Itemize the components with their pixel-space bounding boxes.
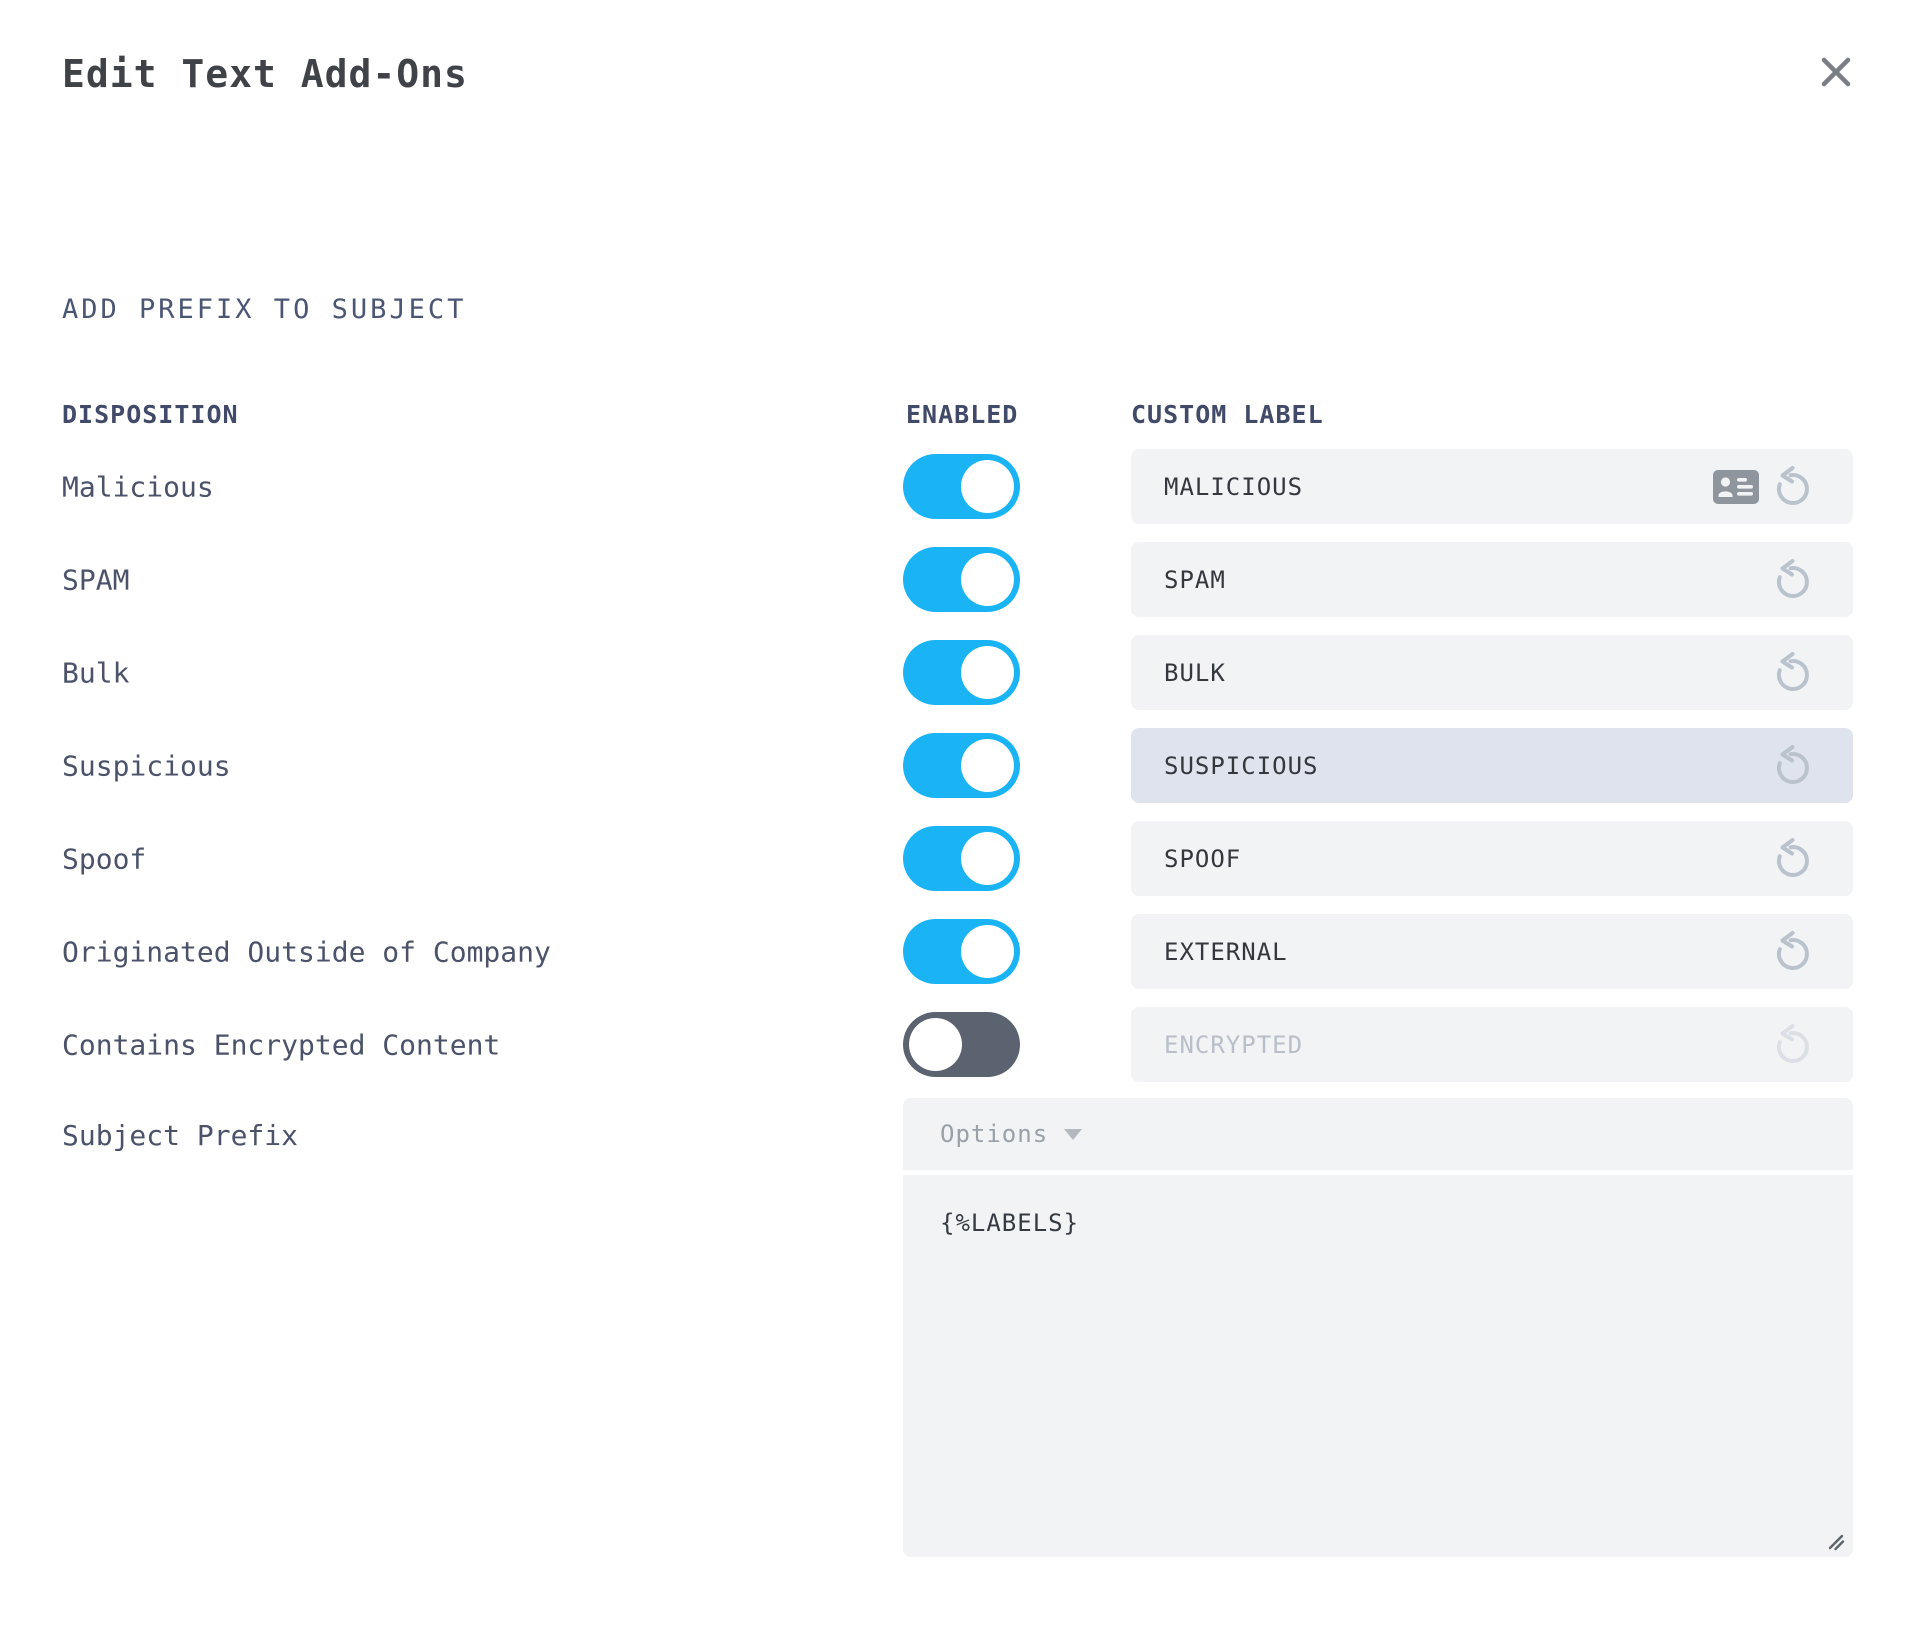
contact-card-icon — [1713, 469, 1759, 505]
table-row — [0, 533, 1908, 626]
field-icons — [1771, 837, 1815, 881]
reset-icon — [1771, 1023, 1815, 1067]
custom-label-input[interactable] — [1164, 659, 1771, 687]
toggle-knob — [961, 925, 1014, 978]
disposition-label: SPAM — [62, 563, 130, 596]
reset-icon — [1771, 558, 1815, 602]
table-row — [0, 905, 1908, 998]
column-header-disposition: DISPOSITION — [62, 400, 239, 429]
enabled-toggle[interactable] — [903, 733, 1020, 798]
disposition-label: Malicious — [62, 470, 214, 503]
reset-icon — [1771, 930, 1815, 974]
custom-label-field — [1131, 635, 1853, 710]
reset-button[interactable] — [1771, 558, 1815, 602]
custom-label-input[interactable] — [1164, 473, 1713, 501]
options-dropdown[interactable] — [903, 1098, 1853, 1170]
field-icons — [1771, 744, 1815, 788]
table-row — [0, 626, 1908, 719]
close-button[interactable] — [1812, 48, 1860, 96]
custom-label-input[interactable] — [1164, 1031, 1771, 1059]
custom-label-input[interactable] — [1164, 845, 1771, 873]
custom-label-field — [1131, 449, 1853, 524]
toggle-knob — [961, 553, 1014, 606]
custom-label-field — [1131, 1007, 1853, 1082]
custom-label-input[interactable] — [1164, 566, 1771, 594]
table-row — [0, 812, 1908, 905]
field-icons — [1771, 930, 1815, 974]
field-icons — [1713, 465, 1815, 509]
disposition-label: Contains Encrypted Content — [62, 1028, 501, 1061]
enabled-toggle[interactable] — [903, 547, 1020, 612]
toggle-knob — [909, 1018, 962, 1071]
add-ons-table — [0, 440, 1908, 1091]
field-icons — [1771, 1023, 1815, 1067]
reset-icon — [1771, 744, 1815, 788]
enabled-toggle[interactable] — [903, 826, 1020, 891]
chevron-down-icon — [1064, 1129, 1082, 1140]
reset-button[interactable] — [1771, 651, 1815, 695]
subject-prefix-textarea[interactable] — [903, 1175, 1853, 1557]
options-dropdown-label: Options — [940, 1120, 1049, 1148]
column-header-enabled: ENABLED — [906, 400, 1019, 429]
enabled-toggle[interactable] — [903, 1012, 1020, 1077]
enabled-toggle[interactable] — [903, 919, 1020, 984]
reset-button[interactable] — [1771, 930, 1815, 974]
reset-icon — [1771, 651, 1815, 695]
disposition-label: Bulk — [62, 656, 130, 689]
reset-button[interactable] — [1771, 1023, 1815, 1067]
toggle-knob — [961, 832, 1014, 885]
dialog-title: Edit Text Add-Ons — [62, 52, 468, 96]
reset-icon — [1771, 465, 1815, 509]
field-icons — [1771, 651, 1815, 695]
custom-label-input[interactable] — [1164, 938, 1771, 966]
toggle-knob — [961, 646, 1014, 699]
enabled-toggle[interactable] — [903, 640, 1020, 705]
toggle-knob — [961, 739, 1014, 792]
disposition-label: Suspicious — [62, 749, 231, 782]
reset-button[interactable] — [1771, 465, 1815, 509]
custom-label-field — [1131, 728, 1853, 803]
reset-button[interactable] — [1771, 744, 1815, 788]
toggle-knob — [961, 460, 1014, 513]
custom-label-input[interactable] — [1164, 752, 1771, 780]
enabled-toggle[interactable] — [903, 454, 1020, 519]
custom-label-field — [1131, 914, 1853, 989]
close-icon — [1820, 56, 1852, 88]
table-row — [0, 719, 1908, 812]
reset-icon — [1771, 837, 1815, 881]
column-header-custom-label: CUSTOM LABEL — [1131, 400, 1324, 429]
table-row — [0, 998, 1908, 1091]
reset-button[interactable] — [1771, 837, 1815, 881]
contact-card-button[interactable] — [1713, 469, 1759, 505]
subject-prefix-field — [903, 1175, 1853, 1557]
table-row — [0, 440, 1908, 533]
disposition-label: Originated Outside of Company — [62, 935, 551, 968]
field-icons — [1771, 558, 1815, 602]
disposition-label: Spoof — [62, 842, 147, 875]
custom-label-field — [1131, 542, 1853, 617]
section-heading: ADD PREFIX TO SUBJECT — [62, 294, 467, 325]
resize-handle-icon[interactable] — [1827, 1533, 1845, 1551]
subject-prefix-label: Subject Prefix — [62, 1119, 299, 1152]
custom-label-field — [1131, 821, 1853, 896]
